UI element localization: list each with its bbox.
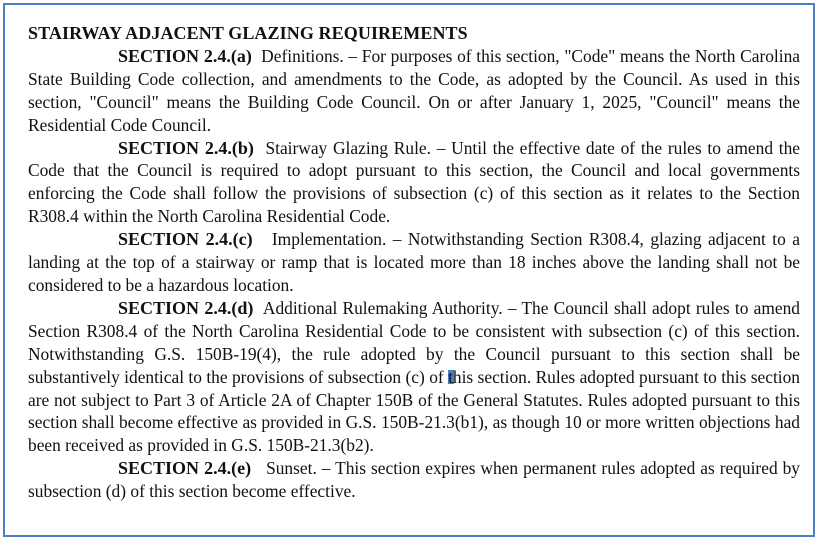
document-title: STAIRWAY ADJACENT GLAZING REQUIREMENTS [28,23,468,43]
document-body [28,22,800,503]
section-text: Sunset. – This section expires when permanent rules adopted as required by subsection (d) of this section become effective. [28,458,800,502]
section-label: SECTION 2.4.(e) [118,458,252,479]
section-label: SECTION 2.4.(d) [118,297,254,318]
section-text-end: this section. Rules adopted pursuant to this section are not subject to Part 3 of Article 2A of Chapter 150B of the General Statutes. Rules adopted pursuant to this section shall become effective as provided in G.S. 150B-21.3(b1), as though 10 or more written objections had been received as provided in G.S. 150B-21.3(b2). [28,366,800,456]
section-text: Definitions. – For purposes of this section, "Code" means the North Carolina State Building Code collection, and amendments to the Code, as adopted by the Council. As used in this section, "Council" means the Building Code Council. On or after January 1, 2025, "Council" means the Residential Code Council. [28,45,801,135]
section-text-start: Additional Rulemaking Authority. – The Council shall adopt rules to amend Section R308.4 of the North Carolina Residential Code to be consistent with subsection (c) of this section. Notwithstanding G.S. 150B-19(4), the rule adopted by the Council pursuant to this section shall be substantively identical to the provisions of subsection (c) of [28,297,800,387]
section-2-4-d [28,297,800,457]
section-text: Stairway Glazing Rule. – Until the effective date of the rules to amend the Code that the Council is required to adopt pursuant to this section, the Council and local governments enforcing the Code shall follow the provisions of subsection (c) of this section as it relates to the Section R308.4 within the North Carolina Residential Code. [28,137,801,227]
section-label: SECTION 2.4.(b) [118,137,254,158]
section-text: Implementation. – Notwithstanding Section R308.4, glazing adjacent to a landing at the top of a stairway or ramp that is located more than 18 inches above the landing shall not be considered to be a hazardous location. [28,229,800,295]
section-2-4-a [28,45,800,137]
section-label: SECTION 2.4.(a) [118,45,252,66]
section-2-4-b [28,137,800,229]
section-2-4-c [28,228,800,297]
section-2-4-e [28,457,800,503]
section-label: SECTION 2.4.(c) [118,229,253,250]
